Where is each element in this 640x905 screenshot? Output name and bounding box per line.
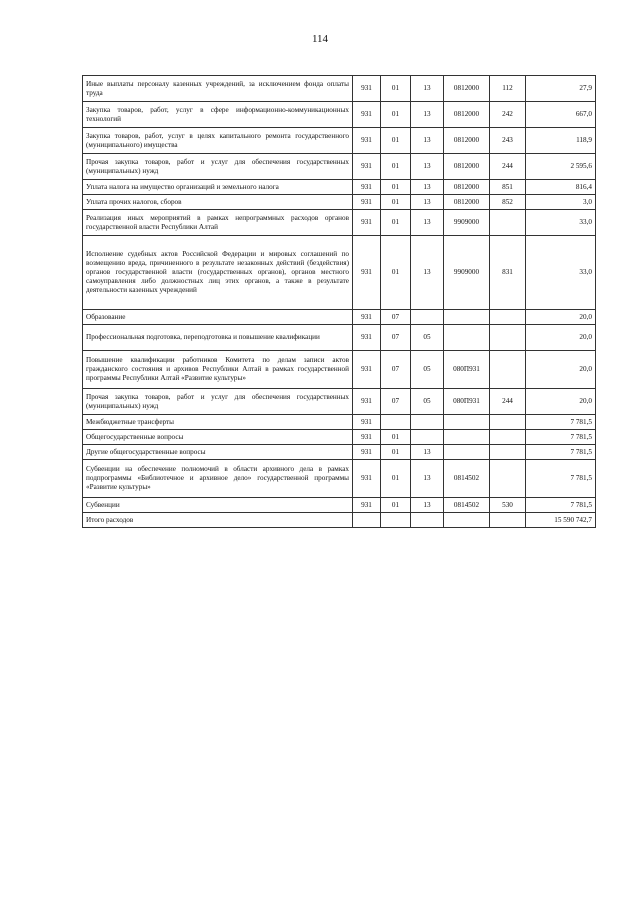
row-subsection-code: 13 [411,128,444,154]
row-ved-code: 931 [353,415,381,430]
row-subsection-code: 13 [411,195,444,210]
row-target-code: 080П931 [444,389,490,415]
table-row [83,210,596,236]
row-target-code: 080П931 [444,351,490,389]
row-name: Другие общегосударственные вопросы [83,445,353,460]
row-amount: 118,9 [526,128,596,154]
row-subsection-code: 13 [411,102,444,128]
table-row [83,445,596,460]
row-name: Субвенции на обеспечение полномочий в области архивного дела в рамках подпрограммы «Библиотечное и архивное дело» государственной программы «Развитие культуры» [83,460,353,498]
row-ved-code: 931 [353,128,381,154]
row-subsection-code: 13 [411,154,444,180]
row-subsection-code: 05 [411,351,444,389]
row-subsection-code: 13 [411,236,444,310]
row-target-code [444,310,490,325]
row-section-code: 01 [381,460,411,498]
row-name: Профессиональная подготовка, переподготовка и повышение квалификации [83,325,353,351]
row-expense-type-code [490,210,526,236]
row-target-code: 9909000 [444,210,490,236]
row-name: Общегосударственные вопросы [83,430,353,445]
row-amount: 33,0 [526,210,596,236]
row-ved-code: 931 [353,445,381,460]
row-section-code: 01 [381,195,411,210]
row-subsection-code: 13 [411,445,444,460]
row-amount: 667,0 [526,102,596,128]
row-name: Субвенции [83,498,353,513]
row-section-code: 07 [381,310,411,325]
row-subsection-code [411,415,444,430]
table-row [83,498,596,513]
row-subsection-code: 05 [411,389,444,415]
row-amount: 20,0 [526,310,596,325]
row-expense-type-code: 243 [490,128,526,154]
row-section-code: 01 [381,180,411,195]
row-amount: 7 781,5 [526,430,596,445]
row-section-code: 01 [381,76,411,102]
row-amount: 7 781,5 [526,415,596,430]
row-name: Повышение квалификации работников Комитета по делам записи актов гражданского состояния и архивов Республики Алтай в рамках государственной программы Республики Алтай «Развитие культуры» [83,351,353,389]
row-section-code [381,415,411,430]
page-number: 114 [311,33,329,45]
table-row [83,195,596,210]
row-section-code [381,513,411,528]
row-amount: 3,0 [526,195,596,210]
table-row [83,180,596,195]
table-row [83,389,596,415]
row-amount: 2 595,6 [526,154,596,180]
row-subsection-code: 13 [411,210,444,236]
row-name: Иные выплаты персоналу казенных учреждений, за исключением фонда оплаты труда [83,76,353,102]
row-expense-type-code: 112 [490,76,526,102]
row-amount: 20,0 [526,351,596,389]
table-row [83,128,596,154]
row-target-code [444,430,490,445]
row-target-code: 0814502 [444,498,490,513]
row-target-code [444,325,490,351]
row-target-code: 0812000 [444,154,490,180]
row-target-code: 0814502 [444,460,490,498]
row-expense-type-code: 244 [490,154,526,180]
row-name: Образование [83,310,353,325]
row-ved-code: 931 [353,389,381,415]
row-expense-type-code [490,460,526,498]
row-subsection-code: 13 [411,460,444,498]
row-expense-type-code [490,513,526,528]
row-expense-type-code [490,445,526,460]
row-name: Межбюджетные трансферты [83,415,353,430]
row-ved-code: 931 [353,430,381,445]
row-target-code: 0812000 [444,128,490,154]
table-row [83,351,596,389]
row-ved-code: 931 [353,310,381,325]
table-row [83,430,596,445]
row-target-code: 0812000 [444,102,490,128]
row-ved-code: 931 [353,236,381,310]
row-expense-type-code [490,325,526,351]
row-ved-code [353,513,381,528]
table-row [83,310,596,325]
table-row [83,76,596,102]
table-row [83,236,596,310]
row-section-code: 07 [381,351,411,389]
row-subsection-code [411,513,444,528]
row-ved-code: 931 [353,102,381,128]
row-amount: 7 781,5 [526,498,596,513]
row-ved-code: 931 [353,195,381,210]
table-row [83,460,596,498]
row-subsection-code [411,310,444,325]
row-section-code: 01 [381,430,411,445]
row-subsection-code: 05 [411,325,444,351]
row-subsection-code: 13 [411,180,444,195]
row-ved-code: 931 [353,180,381,195]
row-target-code: 9909000 [444,236,490,310]
row-section-code: 01 [381,154,411,180]
row-expense-type-code: 852 [490,195,526,210]
row-target-code: 0812000 [444,76,490,102]
row-amount: 7 781,5 [526,460,596,498]
row-amount: 33,0 [526,236,596,310]
row-name: Итого расходов [83,513,353,528]
row-section-code: 01 [381,498,411,513]
row-amount: 20,0 [526,389,596,415]
row-name: Уплата налога на имущество организаций и земельного налога [83,180,353,195]
row-subsection-code [411,430,444,445]
row-section-code: 07 [381,389,411,415]
row-subsection-code: 13 [411,76,444,102]
row-section-code: 01 [381,445,411,460]
row-amount: 27,9 [526,76,596,102]
row-name: Уплата прочих налогов, сборов [83,195,353,210]
row-expense-type-code [490,351,526,389]
row-name: Закупка товаров, работ, услуг в целях капитального ремонта государственного (муниципального) имущества [83,128,353,154]
row-target-code [444,415,490,430]
row-ved-code: 931 [353,325,381,351]
row-amount: 816,4 [526,180,596,195]
row-section-code: 01 [381,236,411,310]
budget-table [82,75,596,528]
row-expense-type-code [490,415,526,430]
row-expense-type-code: 530 [490,498,526,513]
row-name: Закупка товаров, работ, услуг в сфере информационно-коммуникационных технологий [83,102,353,128]
row-target-code: 0812000 [444,195,490,210]
table-row [83,102,596,128]
row-section-code: 07 [381,325,411,351]
row-ved-code: 931 [353,154,381,180]
table-row [83,154,596,180]
row-expense-type-code [490,310,526,325]
row-ved-code: 931 [353,498,381,513]
row-name: Прочая закупка товаров, работ и услуг для обеспечения государственных (муниципальных) нужд [83,389,353,415]
row-ved-code: 931 [353,351,381,389]
row-target-code [444,513,490,528]
row-ved-code: 931 [353,210,381,236]
row-ved-code: 931 [353,76,381,102]
row-target-code [444,445,490,460]
row-name: Исполнение судебных актов Российской Федерации и мировых соглашений по возмещению вреда, причиненного в результате незаконных действий (бездействия) органов государственной власти (государственных органов), органов местного самоуправления либо должностных лиц этих органов, а также в результате деятельности казенных учреждений [83,236,353,310]
row-name: Реализация иных мероприятий в рамках непрограммных расходов органов государственной власти Республики Алтай [83,210,353,236]
row-section-code: 01 [381,210,411,236]
row-section-code: 01 [381,102,411,128]
table-row [83,415,596,430]
row-name: Прочая закупка товаров, работ и услуг для обеспечения государственных (муниципальных) нужд [83,154,353,180]
row-expense-type-code: 831 [490,236,526,310]
row-amount: 7 781,5 [526,445,596,460]
row-amount: 15 590 742,7 [526,513,596,528]
row-expense-type-code [490,430,526,445]
row-amount: 20,0 [526,325,596,351]
row-expense-type-code: 242 [490,102,526,128]
table-row [83,325,596,351]
row-section-code: 01 [381,128,411,154]
row-expense-type-code: 244 [490,389,526,415]
row-target-code: 0812000 [444,180,490,195]
table-row [83,513,596,528]
row-ved-code: 931 [353,460,381,498]
row-subsection-code: 13 [411,498,444,513]
row-expense-type-code: 851 [490,180,526,195]
